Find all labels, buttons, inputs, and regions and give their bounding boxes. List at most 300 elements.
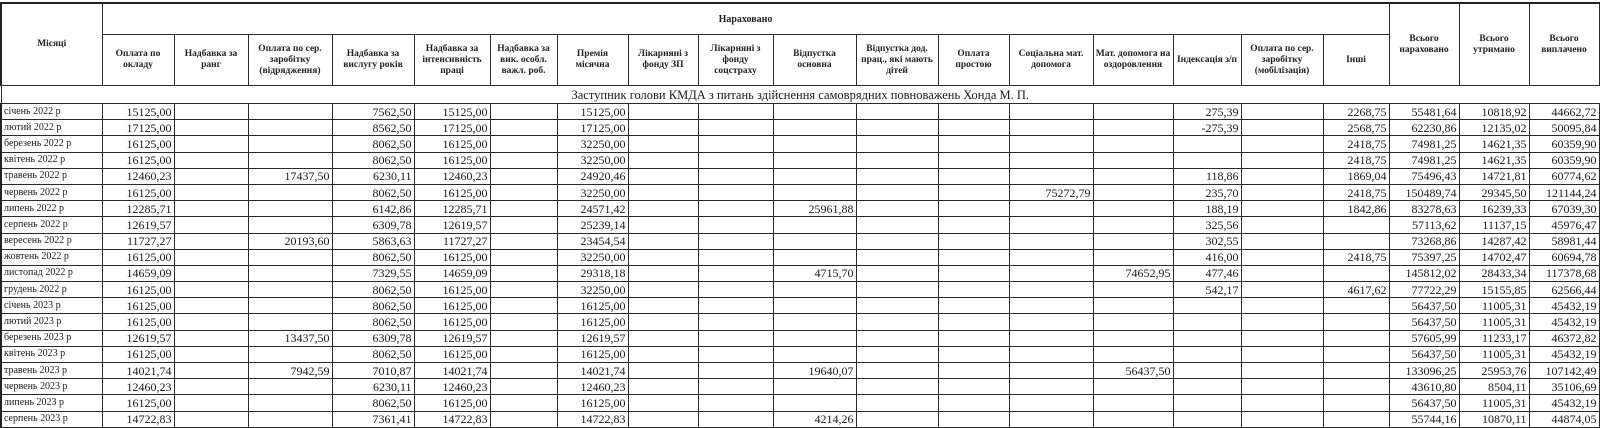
value-cell — [1009, 168, 1093, 184]
value-cell — [490, 168, 557, 184]
value-cell: 17125,00 — [102, 120, 174, 136]
value-cell — [248, 104, 332, 120]
value-cell — [1241, 201, 1323, 217]
value-cell: 7329,55 — [332, 265, 414, 281]
value-cell — [490, 120, 557, 136]
table-row — [1, 168, 1599, 184]
value-cell — [1241, 314, 1323, 330]
value-cell: 6142,86 — [332, 201, 414, 217]
value-cell: 16125,00 — [414, 314, 490, 330]
salary-table-sheet — [0, 2, 1600, 428]
value-cell: 8062,50 — [332, 152, 414, 168]
value-cell — [1241, 104, 1323, 120]
value-cell — [773, 298, 856, 314]
table-row — [1, 184, 1599, 200]
value-cell — [938, 330, 1009, 346]
value-cell — [1009, 201, 1093, 217]
value-cell — [938, 104, 1009, 120]
value-cell — [1093, 379, 1173, 395]
table-row — [1, 411, 1599, 427]
value-cell: 23454,54 — [557, 233, 628, 249]
value-cell: 118,86 — [1173, 168, 1241, 184]
value-cell: 73268,86 — [1389, 233, 1459, 249]
value-cell — [248, 217, 332, 233]
header-column: Оплата простою — [938, 35, 1009, 86]
value-cell — [698, 104, 773, 120]
value-cell: 74981,25 — [1389, 152, 1459, 168]
value-cell — [248, 136, 332, 152]
header-month: Місяці — [1, 3, 102, 86]
table-row — [1, 330, 1599, 346]
value-cell — [490, 314, 557, 330]
header-total-accrued: Всього нараховано — [1389, 3, 1459, 86]
value-cell — [490, 184, 557, 200]
value-cell: 15125,00 — [102, 104, 174, 120]
value-cell: 28433,34 — [1459, 265, 1529, 281]
header-accrued-group: Нараховано — [102, 3, 1389, 35]
value-cell: 11137,15 — [1459, 217, 1529, 233]
value-cell — [698, 217, 773, 233]
value-cell: 6309,78 — [332, 330, 414, 346]
value-cell — [1241, 346, 1323, 362]
month-cell: березень 2022 р — [1, 136, 102, 152]
value-cell — [1093, 330, 1173, 346]
value-cell: 16125,00 — [414, 298, 490, 314]
value-cell: 62230,86 — [1389, 120, 1459, 136]
month-cell: жовтень 2022 р — [1, 249, 102, 265]
value-cell — [248, 395, 332, 411]
section-title: Заступник голови КМДА з питань здійснення самоврядних повноважень Хонда М. П. — [1, 86, 1599, 104]
header-column: Інші — [1323, 35, 1389, 86]
value-cell — [698, 120, 773, 136]
value-cell: 235,70 — [1173, 184, 1241, 200]
value-cell — [938, 411, 1009, 427]
table-row — [1, 249, 1599, 265]
value-cell — [773, 184, 856, 200]
value-cell — [698, 201, 773, 217]
month-cell: січень 2023 р — [1, 298, 102, 314]
value-cell — [773, 346, 856, 362]
value-cell: 56437,50 — [1389, 314, 1459, 330]
value-cell — [174, 363, 248, 379]
value-cell — [773, 217, 856, 233]
value-cell — [856, 104, 938, 120]
value-cell — [698, 298, 773, 314]
value-cell — [1323, 363, 1389, 379]
value-cell: 56437,50 — [1389, 346, 1459, 362]
value-cell — [628, 136, 698, 152]
value-cell — [1009, 379, 1093, 395]
month-cell: вересень 2022 р — [1, 233, 102, 249]
value-cell: 15155,85 — [1459, 282, 1529, 298]
value-cell — [1093, 411, 1173, 427]
value-cell — [1241, 395, 1323, 411]
value-cell: 7010,87 — [332, 363, 414, 379]
value-cell — [856, 330, 938, 346]
value-cell — [490, 233, 557, 249]
value-cell — [1173, 314, 1241, 330]
value-cell: 12619,57 — [102, 217, 174, 233]
value-cell — [490, 265, 557, 281]
value-cell: 16125,00 — [102, 249, 174, 265]
value-cell — [1093, 395, 1173, 411]
value-cell — [248, 249, 332, 265]
value-cell — [856, 314, 938, 330]
value-cell — [628, 217, 698, 233]
value-cell — [938, 346, 1009, 362]
value-cell — [1323, 314, 1389, 330]
value-cell: 50095,84 — [1529, 120, 1599, 136]
value-cell — [698, 233, 773, 249]
value-cell — [174, 330, 248, 346]
month-cell: липень 2023 р — [1, 395, 102, 411]
value-cell: 16125,00 — [102, 395, 174, 411]
value-cell — [174, 282, 248, 298]
value-cell: 16125,00 — [414, 152, 490, 168]
value-cell — [628, 314, 698, 330]
value-cell — [628, 120, 698, 136]
month-cell: лютий 2022 р — [1, 120, 102, 136]
value-cell — [628, 152, 698, 168]
value-cell — [1323, 330, 1389, 346]
value-cell — [174, 152, 248, 168]
value-cell — [1093, 152, 1173, 168]
value-cell: 17437,50 — [248, 168, 332, 184]
value-cell: 7942,59 — [248, 363, 332, 379]
value-cell — [174, 249, 248, 265]
value-cell: 12135,02 — [1459, 120, 1529, 136]
value-cell: 477,46 — [1173, 265, 1241, 281]
value-cell: 29318,18 — [557, 265, 628, 281]
month-cell: березень 2023 р — [1, 330, 102, 346]
month-cell: травень 2022 р — [1, 168, 102, 184]
value-cell: 60694,78 — [1529, 249, 1599, 265]
value-cell — [248, 201, 332, 217]
value-cell — [938, 201, 1009, 217]
value-cell — [1241, 249, 1323, 265]
value-cell — [1323, 346, 1389, 362]
value-cell: 15125,00 — [557, 104, 628, 120]
value-cell: 12285,71 — [102, 201, 174, 217]
header-total-withheld: Всього утримано — [1459, 3, 1529, 86]
value-cell — [698, 379, 773, 395]
value-cell: 57113,62 — [1389, 217, 1459, 233]
value-cell — [856, 201, 938, 217]
value-cell — [628, 298, 698, 314]
value-cell — [856, 168, 938, 184]
value-cell: 14021,74 — [414, 363, 490, 379]
value-cell — [248, 265, 332, 281]
value-cell: 20193,60 — [248, 233, 332, 249]
value-cell — [628, 265, 698, 281]
value-cell — [938, 152, 1009, 168]
value-cell — [1241, 120, 1323, 136]
value-cell — [1241, 152, 1323, 168]
value-cell — [628, 379, 698, 395]
value-cell — [1093, 120, 1173, 136]
value-cell — [1093, 298, 1173, 314]
value-cell — [248, 298, 332, 314]
value-cell: 302,55 — [1173, 233, 1241, 249]
value-cell: 4715,70 — [773, 265, 856, 281]
value-cell: 60359,90 — [1529, 152, 1599, 168]
value-cell: 35106,69 — [1529, 379, 1599, 395]
value-cell — [1241, 379, 1323, 395]
value-cell — [1241, 298, 1323, 314]
table-row — [1, 104, 1599, 120]
value-cell: 16125,00 — [102, 314, 174, 330]
value-cell — [938, 314, 1009, 330]
value-cell: 8062,50 — [332, 314, 414, 330]
value-cell — [1241, 265, 1323, 281]
value-cell — [1323, 411, 1389, 427]
value-cell — [1173, 298, 1241, 314]
value-cell: 275,39 — [1173, 104, 1241, 120]
value-cell — [174, 104, 248, 120]
table-row — [1, 379, 1599, 395]
value-cell: 14021,74 — [102, 363, 174, 379]
value-cell: 44874,05 — [1529, 411, 1599, 427]
value-cell: 11005,31 — [1459, 298, 1529, 314]
value-cell: -275,39 — [1173, 120, 1241, 136]
value-cell: 16125,00 — [414, 346, 490, 362]
value-cell — [1009, 330, 1093, 346]
value-cell — [1173, 136, 1241, 152]
value-cell — [1093, 233, 1173, 249]
value-cell: 14722,83 — [102, 411, 174, 427]
value-cell — [628, 201, 698, 217]
value-cell: 32250,00 — [557, 136, 628, 152]
value-cell — [1241, 233, 1323, 249]
value-cell — [490, 152, 557, 168]
header-column: Надбавка за вислугу років — [332, 35, 414, 86]
value-cell: 8562,50 — [332, 120, 414, 136]
value-cell — [698, 249, 773, 265]
value-cell — [698, 136, 773, 152]
value-cell — [490, 136, 557, 152]
value-cell — [773, 104, 856, 120]
value-cell: 1869,04 — [1323, 168, 1389, 184]
month-cell: червень 2022 р — [1, 184, 102, 200]
table-row — [1, 395, 1599, 411]
value-cell: 150489,74 — [1389, 184, 1459, 200]
value-cell: 14021,74 — [557, 363, 628, 379]
value-cell: 2568,75 — [1323, 120, 1389, 136]
value-cell — [174, 184, 248, 200]
value-cell — [1173, 411, 1241, 427]
value-cell: 4214,26 — [773, 411, 856, 427]
value-cell — [856, 411, 938, 427]
value-cell: 2418,75 — [1323, 249, 1389, 265]
value-cell — [628, 184, 698, 200]
value-cell: 11005,31 — [1459, 395, 1529, 411]
header-column: Лікарняні з фонду соцстраху — [698, 35, 773, 86]
value-cell — [490, 217, 557, 233]
value-cell: 16125,00 — [102, 346, 174, 362]
month-cell: серпень 2023 р — [1, 411, 102, 427]
table-row — [1, 136, 1599, 152]
value-cell: 12460,23 — [557, 379, 628, 395]
value-cell: 14659,09 — [102, 265, 174, 281]
month-cell: лютий 2023 р — [1, 314, 102, 330]
value-cell: 44662,72 — [1529, 104, 1599, 120]
value-cell — [856, 120, 938, 136]
value-cell — [938, 136, 1009, 152]
value-cell: 14722,83 — [557, 411, 628, 427]
value-cell — [1009, 298, 1093, 314]
value-cell: 188,19 — [1173, 201, 1241, 217]
value-cell — [248, 152, 332, 168]
value-cell: 16125,00 — [557, 314, 628, 330]
value-cell — [490, 201, 557, 217]
value-cell: 6230,11 — [332, 379, 414, 395]
value-cell: 542,17 — [1173, 282, 1241, 298]
value-cell — [1009, 265, 1093, 281]
value-cell: 55744,16 — [1389, 411, 1459, 427]
value-cell — [1093, 217, 1173, 233]
value-cell — [174, 411, 248, 427]
value-cell — [698, 411, 773, 427]
header-column: Оплата по сер. заробітку (відрядження) — [248, 35, 332, 86]
value-cell — [1009, 411, 1093, 427]
month-cell: листопад 2022 р — [1, 265, 102, 281]
value-cell: 17125,00 — [557, 120, 628, 136]
value-cell: 2418,75 — [1323, 184, 1389, 200]
month-cell: грудень 2022 р — [1, 282, 102, 298]
value-cell: 75272,79 — [1009, 184, 1093, 200]
table-row — [1, 201, 1599, 217]
value-cell: 32250,00 — [557, 152, 628, 168]
value-cell: 14722,83 — [414, 411, 490, 427]
month-cell: квітень 2023 р — [1, 346, 102, 362]
value-cell: 10870,11 — [1459, 411, 1529, 427]
value-cell — [1241, 363, 1323, 379]
value-cell — [856, 379, 938, 395]
value-cell — [1093, 314, 1173, 330]
value-cell: 14621,35 — [1459, 136, 1529, 152]
value-cell — [773, 233, 856, 249]
value-cell — [490, 282, 557, 298]
value-cell: 45976,47 — [1529, 217, 1599, 233]
value-cell: 8062,50 — [332, 298, 414, 314]
value-cell — [174, 314, 248, 330]
value-cell — [1241, 411, 1323, 427]
value-cell — [490, 249, 557, 265]
value-cell — [1173, 152, 1241, 168]
header-column: Соціальна мат. допомога — [1009, 35, 1093, 86]
value-cell: 56437,50 — [1093, 363, 1173, 379]
month-cell: січень 2022 р — [1, 104, 102, 120]
month-cell: серпень 2022 р — [1, 217, 102, 233]
value-cell: 12460,23 — [102, 379, 174, 395]
month-cell: квітень 2022 р — [1, 152, 102, 168]
value-cell — [248, 411, 332, 427]
value-cell — [773, 120, 856, 136]
value-cell — [174, 395, 248, 411]
value-cell: 14659,09 — [414, 265, 490, 281]
value-cell: 1842,86 — [1323, 201, 1389, 217]
value-cell: 5863,63 — [332, 233, 414, 249]
value-cell — [628, 395, 698, 411]
value-cell — [856, 217, 938, 233]
value-cell — [174, 168, 248, 184]
value-cell — [628, 168, 698, 184]
value-cell — [1009, 249, 1093, 265]
value-cell — [773, 282, 856, 298]
value-cell — [1009, 314, 1093, 330]
value-cell — [856, 152, 938, 168]
month-cell: липень 2022 р — [1, 201, 102, 217]
value-cell: 416,00 — [1173, 249, 1241, 265]
value-cell — [1009, 233, 1093, 249]
value-cell — [773, 330, 856, 346]
table-row — [1, 152, 1599, 168]
value-cell — [1093, 249, 1173, 265]
value-cell: 8062,50 — [332, 184, 414, 200]
header-column: Оплата по окладу — [102, 35, 174, 86]
value-cell — [1241, 168, 1323, 184]
value-cell — [248, 379, 332, 395]
value-cell — [174, 136, 248, 152]
value-cell — [174, 298, 248, 314]
table-row — [1, 363, 1599, 379]
value-cell: 8062,50 — [332, 136, 414, 152]
value-cell: 15125,00 — [414, 104, 490, 120]
value-cell: 16125,00 — [557, 298, 628, 314]
value-cell — [248, 346, 332, 362]
value-cell — [938, 282, 1009, 298]
header-total-paid: Всього виплачено — [1529, 3, 1599, 86]
value-cell — [1009, 120, 1093, 136]
value-cell — [773, 314, 856, 330]
value-cell — [938, 265, 1009, 281]
value-cell — [856, 233, 938, 249]
salary-table — [0, 2, 1600, 428]
value-cell: 45432,19 — [1529, 298, 1599, 314]
value-cell — [1009, 152, 1093, 168]
value-cell — [856, 249, 938, 265]
value-cell — [698, 346, 773, 362]
value-cell: 43610,80 — [1389, 379, 1459, 395]
value-cell: 16125,00 — [414, 184, 490, 200]
table-row — [1, 346, 1599, 362]
value-cell — [856, 136, 938, 152]
value-cell: 14287,42 — [1459, 233, 1529, 249]
table-row — [1, 298, 1599, 314]
value-cell: 25953,76 — [1459, 363, 1529, 379]
value-cell — [1093, 104, 1173, 120]
value-cell — [1093, 184, 1173, 200]
value-cell: 117378,68 — [1529, 265, 1599, 281]
value-cell: 56437,50 — [1389, 395, 1459, 411]
value-cell: 145812,02 — [1389, 265, 1459, 281]
value-cell: 6230,11 — [332, 168, 414, 184]
value-cell — [1241, 330, 1323, 346]
value-cell — [773, 249, 856, 265]
value-cell: 11233,17 — [1459, 330, 1529, 346]
header-column: Надбавка за інтенсивність праці — [414, 35, 490, 86]
value-cell — [174, 120, 248, 136]
month-cell: червень 2023 р — [1, 379, 102, 395]
value-cell — [773, 152, 856, 168]
value-cell: 74981,25 — [1389, 136, 1459, 152]
value-cell: 57605,99 — [1389, 330, 1459, 346]
value-cell: 62566,44 — [1529, 282, 1599, 298]
table-row — [1, 233, 1599, 249]
value-cell — [1009, 346, 1093, 362]
value-cell — [1009, 395, 1093, 411]
value-cell — [248, 184, 332, 200]
